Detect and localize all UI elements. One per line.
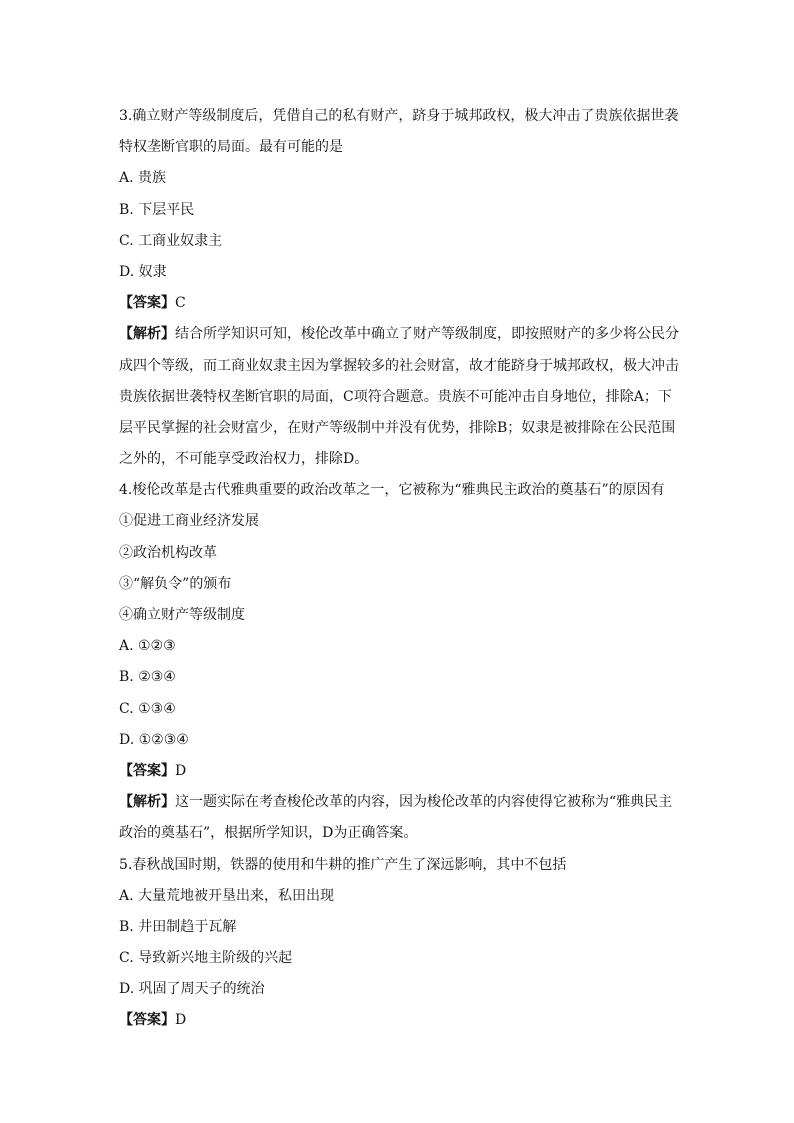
- question-4-item-3: ③“解负令”的颁布: [119, 575, 232, 592]
- analysis-tag: 【解析】: [119, 326, 175, 343]
- answer-tag: 【答案】: [119, 295, 175, 312]
- question-5-option-d: D. 巩固了周天子的统治: [119, 981, 265, 998]
- question-3-option-b: B. 下层平民: [119, 201, 195, 218]
- question-5-option-b: B. 井田制趋于瓦解: [119, 918, 237, 935]
- question-3-option-a: A. 贵族: [119, 170, 167, 187]
- analysis-text: 这一题实际在考查梭伦改革的内容，因为梭伦改革的内容使得它被称为“雅典民主: [175, 794, 673, 811]
- question-3-analysis-line-4: 层平民掌握的社会财富少，在财产等级制中并没有优势，排除B；奴隶是被排除在公民范围: [119, 419, 676, 436]
- question-3-option-d: D. 奴隶: [119, 263, 167, 280]
- answer-tag: 【答案】: [119, 1012, 175, 1029]
- document-content: [119, 101, 679, 1037]
- answer-value: D: [175, 1012, 187, 1029]
- question-4-item-2: ②政治机构改革: [119, 544, 217, 561]
- question-5: [119, 850, 679, 1037]
- question-4-option-d: D. ①②③④: [119, 731, 189, 748]
- question-4-item-1: ①促进工商业经济发展: [119, 513, 259, 530]
- answer-tag: 【答案】: [119, 762, 175, 779]
- question-3-stem-line-1: 3.确立财产等级制度后，凭借自己的私有财产，跻身于城邦政权，极大冲击了贵族依据世袭: [119, 108, 679, 124]
- question-3-analysis-line-3: 贵族依据世袭特权垄断官职的局面，C项符合题意。贵族不可能冲击自身地位，排除A；下: [119, 388, 672, 405]
- question-3: [119, 101, 679, 475]
- answer-value: C: [175, 295, 186, 312]
- question-4-option-c: C. ①③④: [119, 700, 176, 717]
- question-4-analysis-line-1: [119, 787, 679, 818]
- question-3-answer: [119, 288, 679, 319]
- question-4-answer: [119, 756, 679, 787]
- question-5-option-a: A. 大量荒地被开垦出来，私田出现: [119, 887, 335, 904]
- question-3-option-c: C. 工商业奴隶主: [119, 232, 223, 249]
- question-4-item-4: ④确立财产等级制度: [119, 607, 245, 623]
- question-5-answer: [119, 1005, 679, 1036]
- question-5-stem: 5.春秋战国时期，铁器的使用和牛耕的推广产生了深远影响，其中不包括: [119, 856, 567, 873]
- question-4-option-a: A. ①②③: [119, 638, 176, 655]
- question-3-analysis-line-5: 之外的，不可能享受政治权力，排除D。: [119, 451, 369, 468]
- question-4-stem: 4.梭伦改革是古代雅典重要的政治改革之一，它被称为“雅典民主政治的奠基石”的原因有: [119, 482, 665, 499]
- question-4: [119, 475, 679, 849]
- analysis-text: 结合所学知识可知，梭伦改革中确立了财产等级制度，即按照财产的多少将公民分: [175, 326, 679, 343]
- question-4-option-b: B. ②③④: [119, 669, 176, 686]
- question-4-analysis-line-2: 政治的奠基石”，根据所学知识，D为正确答案。: [119, 825, 418, 842]
- question-5-option-c: C. 导致新兴地主阶级的兴起: [119, 950, 293, 967]
- question-3-analysis-line-1: [119, 319, 679, 350]
- question-3-analysis-line-2: 成四个等级，而工商业奴隶主因为掌握较多的社会财富，故才能跻身于城邦政权，极大冲击: [119, 357, 679, 374]
- question-3-stem-line-2: 特权垄断官职的局面。最有可能的是: [119, 139, 343, 156]
- answer-value: D: [175, 762, 187, 779]
- analysis-tag: 【解析】: [119, 794, 175, 811]
